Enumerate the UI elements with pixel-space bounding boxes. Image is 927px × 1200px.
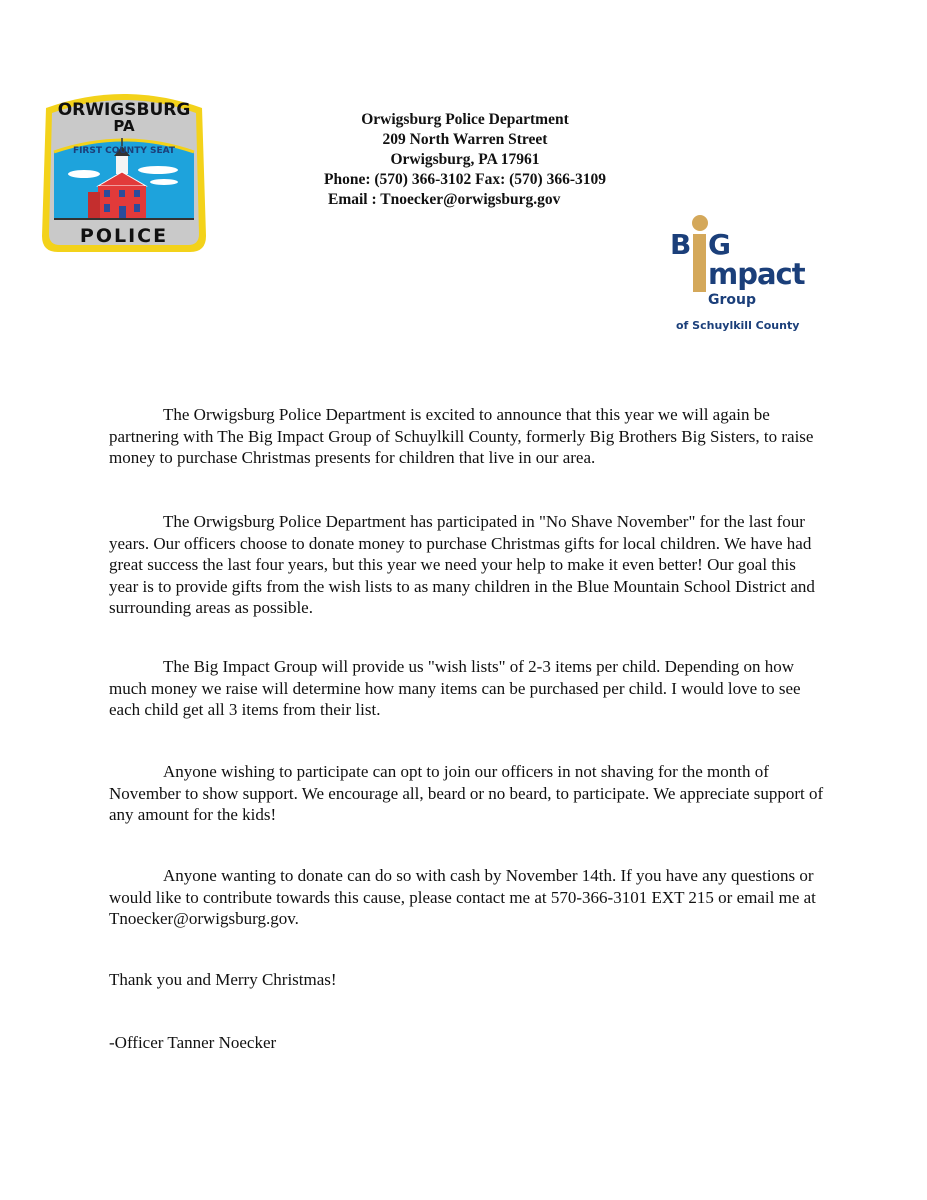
cloud-icon	[68, 170, 100, 178]
badge-arc-text: FIRST COUNTY SEAT	[72, 146, 176, 156]
police-badge-logo	[36, 86, 212, 258]
big-impact-logo-graphic	[668, 214, 818, 339]
cloud-icon	[150, 179, 178, 185]
contact-email[interactable]: Email : Tnoecker@orwigsburg.gov	[328, 191, 561, 208]
logo-letter-g: G	[708, 228, 731, 261]
paragraph-3: The Big Impact Group will provide us "wish lists" of 2-3 items per child. Depending on how much money we raise will determine how many items can be purchased per child. I would love to see each child get all 3 items from their list.	[109, 657, 801, 720]
closing-line: Thank you and Merry Christmas!	[109, 970, 337, 989]
logo-bar-i	[693, 234, 706, 292]
paragraph-5: Anyone wanting to donate can do so with cash by November 14th. If you have any questions or would like to contribute towards this cause, please contact me at 570-366-3101 EXT 215 or email me at Tnoecker@orwigsburg.gov.	[109, 866, 816, 929]
paragraph-4: Anyone wishing to participate can opt to join our officers in not shaving for the month of November to show support. We encourage all, beard or no beard, to participate. We appreciate support of any amount for the kids!	[109, 762, 824, 825]
org-name: Orwigsburg Police Department	[361, 111, 569, 128]
big-impact-group-logo	[668, 214, 818, 339]
badge-top-text: ORWIGSBURG	[57, 100, 191, 120]
paragraph-1: The Orwigsburg Police Department is excited to announce that this year we will again be partnering with The Big Impact Group of Schuylkill County, formerly Big Brothers Big Sisters, to raise money to purchase Christmas presents for children that live in our area.	[109, 405, 814, 468]
badge-graphic	[36, 86, 212, 258]
paragraph-2: The Orwigsburg Police Department has participated in "No Shave November" for the last four years. Our officers choose to donate money to purchase Christmas gifts for local children. We have had great success the last four years, but this year we need your help to make it even better! Our goal this year is to provide gifts from the wish lists to as many children in the Blue Mountain School District and surrounding areas as possible.	[109, 512, 815, 618]
logo-word-impact: mpact	[708, 257, 805, 291]
logo-word-group: Group	[708, 292, 757, 308]
phone-fax: Phone: (570) 366-3102 Fax: (570) 366-3109	[324, 171, 606, 188]
logo-dot-icon	[692, 215, 708, 231]
signature: -Officer Tanner Noecker	[109, 1033, 277, 1052]
logo-letter-b: B	[670, 228, 692, 261]
cupola	[116, 156, 128, 174]
street-address: 209 North Warren Street	[382, 131, 548, 148]
logo-county: of Schuylkill County	[676, 319, 800, 332]
cloud-icon	[138, 166, 178, 174]
city-state-zip: Orwigsburg, PA 17961	[390, 151, 540, 168]
letterhead	[300, 110, 630, 210]
badge-state-text: PA	[113, 117, 135, 135]
badge-bottom-text: POLICE	[79, 225, 169, 247]
